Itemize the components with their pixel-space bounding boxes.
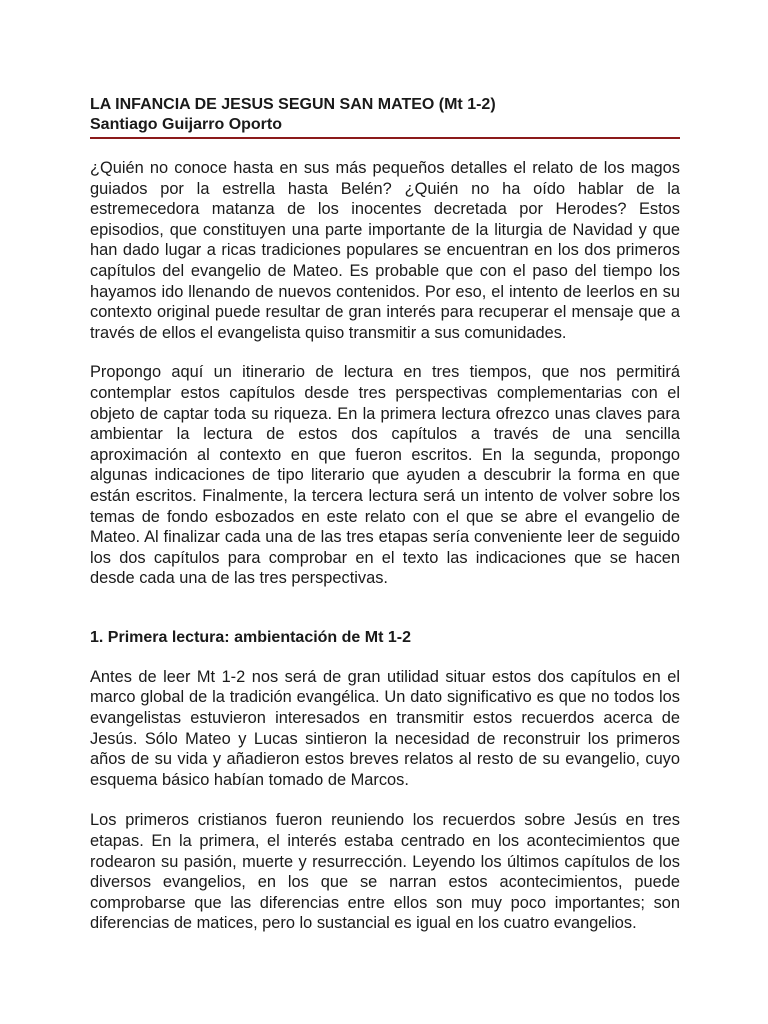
intro-paragraph-1: ¿Quién no conoce hasta en sus más pequeños detalles el relato de los magos guiados por la estrella hasta Belén? ¿Quién no ha oído hablar de la estremecedora matanza de los inocentes decretada por Herodes? Estos episodios, que constituyen una parte importante de la liturgia de Navidad y que han dado lugar a ricas tradiciones populares se encuentran en los dos primeros capítulos del evangelio de Mateo. Es probable que con el paso del tiempo los hayamos ido llenando de nuevos contenidos. Por eso, el intento de leerlos en su contexto original puede resultar de gran interés para recuperar el mensaje que a través de ellos el evangelista quiso transmitir a sus comunidades. xyxy=(90,159,680,342)
document-page xyxy=(90,95,680,934)
section-paragraph-2: Los primeros cristianos fueron reuniendo los recuerdos sobre Jesús en tres etapas. En la primera, el interés estaba centrado en los acontecimientos que rodearon su pasión, muerte y resurrección. Leyendo los últimos capítulos de los diversos evangelios, en los que se narran estos acontecimientos, puede comprobarse que las diferencias entre ellos son muy poco importantes; son diferencias de matices, pero lo sustancial es igual en los cuatro evangelios. xyxy=(90,811,680,933)
section-heading: 1. Primera lectura: ambientación de Mt 1-2 xyxy=(90,628,411,646)
document-header xyxy=(90,95,680,139)
section-paragraph-1: Antes de leer Mt 1-2 nos será de gran utilidad situar estos dos capítulos en el marco global de la tradición evangélica. Un dato significativo es que no todos los evangelistas estuvieron interesados en transmitir estos recuerdos acerca de Jesús. Sólo Mateo y Lucas sintieron la necesidad de reconstruir los primeros años de su vida y añadieron estos breves relatos al resto de su evangelio, cuyo esquema básico habían tomado de Marcos. xyxy=(90,667,680,789)
document-author: Santiago Guijarro Oporto xyxy=(90,116,283,133)
intro-paragraph-2: Propongo aquí un itinerario de lectura en tres tiempos, que nos permitirá contemplar estos capítulos desde tres perspectivas complementarias con el objeto de captar toda su riqueza. En la primera lectura ofrezco unas claves para ambientar la lectura de estos dos capítulos a través de una sencilla aproximación al contexto en que fueron escritos. En la segunda, propongo algunas indicaciones de tipo literario que ayuden a descubrir la forma en que están escritos. Finalmente, la tercera lectura será un intento de volver sobre los temas de fondo esbozados en este relato con el que se abre el evangelio de Mateo. Al finalizar cada una de las tres etapas sería conveniente leer de seguido los dos capítulos para comprobar en el texto las indicaciones que se hacen desde cada una de las tres perspectivas. xyxy=(90,363,680,588)
document-title: LA INFANCIA DE JESUS SEGUN SAN MATEO (Mt 1-2) xyxy=(90,96,496,113)
